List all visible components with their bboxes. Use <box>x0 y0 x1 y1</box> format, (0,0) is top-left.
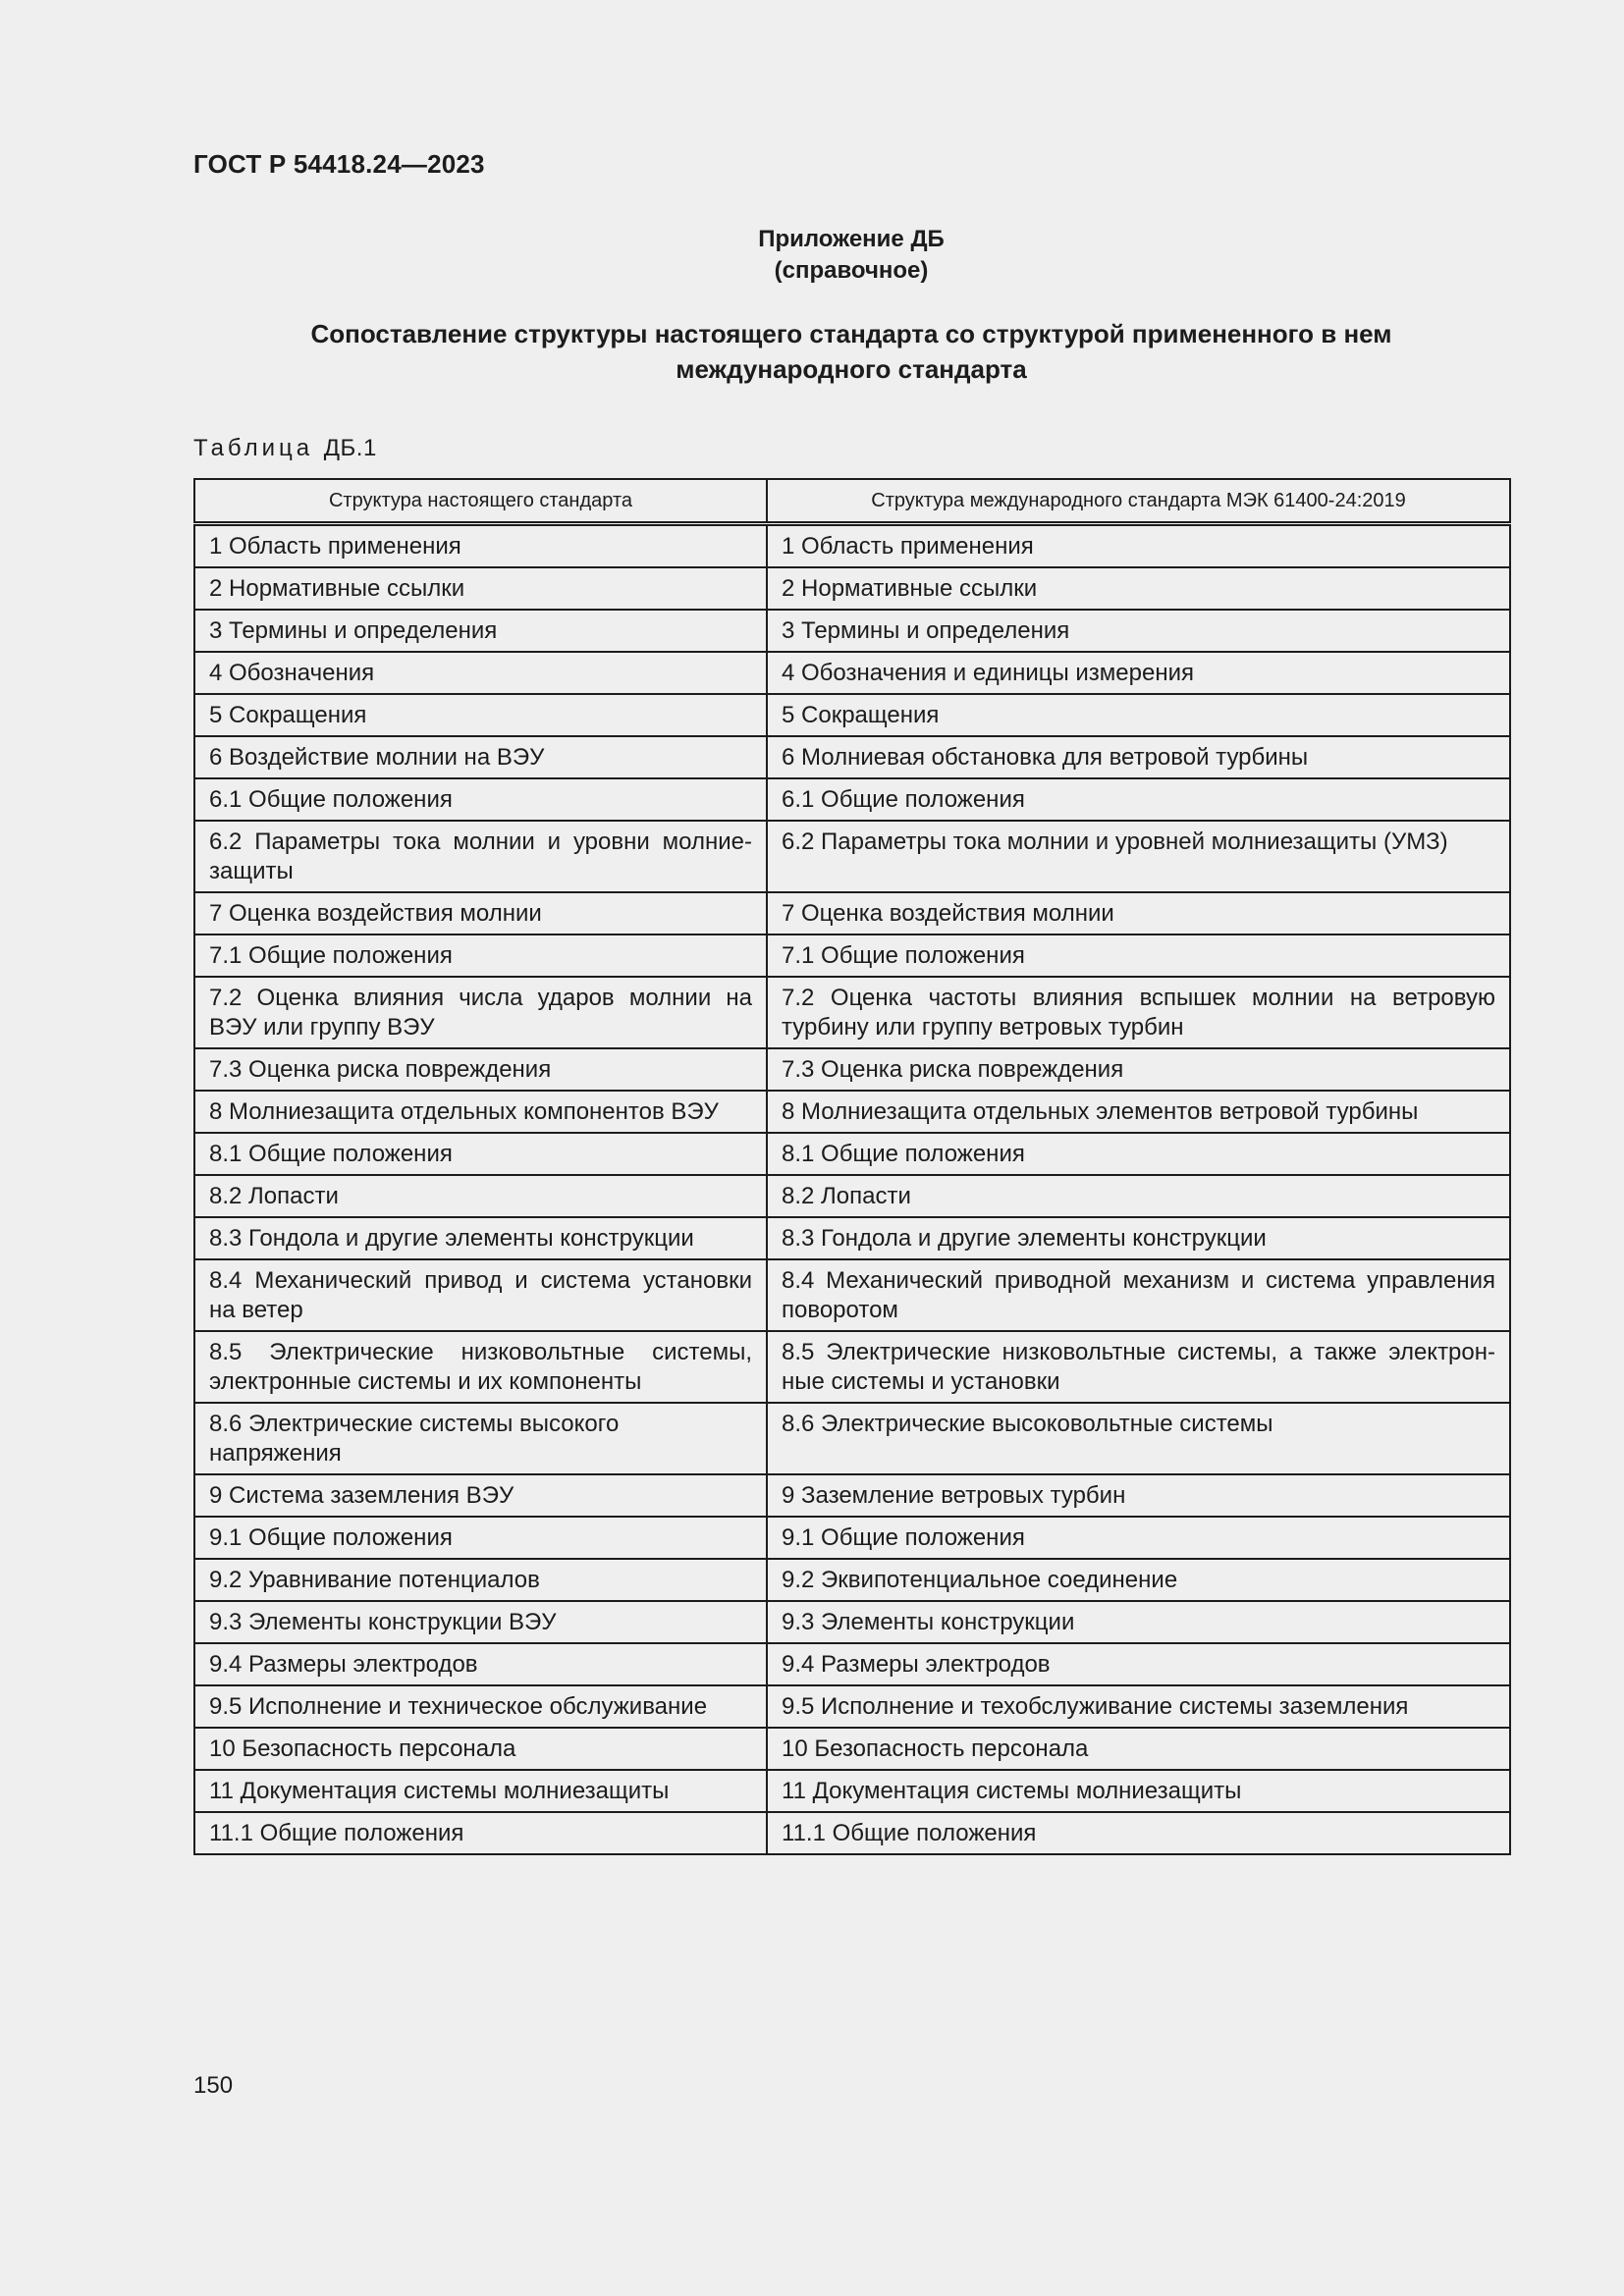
table-row <box>194 934 1510 977</box>
cell-national-structure: 8.6 Электрические системы высокого напряжения <box>194 1403 767 1474</box>
cell-national-structure: 9.2 Уравнивание потенциалов <box>194 1559 767 1601</box>
cell-national-structure: 8.2 Лопасти <box>194 1175 767 1217</box>
cell-national-structure: 9.5 Исполнение и техническое обслуживание <box>194 1685 767 1728</box>
cell-national-structure: 7.3 Оценка риска повреждения <box>194 1048 767 1091</box>
table-row <box>194 736 1510 778</box>
table-row <box>194 1403 1510 1474</box>
table-caption-number: ДБ.1 <box>323 435 377 461</box>
cell-international-structure: 10 Безопасность персонала <box>767 1728 1510 1770</box>
cell-international-structure: 7.3 Оценка риска повреждения <box>767 1048 1510 1091</box>
cell-international-structure: 8.3 Гондола и другие элементы конструкции <box>767 1217 1510 1259</box>
document-title-line-1: Сопоставление структуры настоящего стандарта со структурой примененного в нем <box>310 319 1392 348</box>
cell-international-structure: 11.1 Общие положения <box>767 1812 1510 1854</box>
cell-national-structure: 8 Молниезащита отдельных компонентов ВЭУ <box>194 1091 767 1133</box>
cell-national-structure: 1 Область применения <box>194 524 767 568</box>
comparison-table <box>193 478 1511 1855</box>
cell-national-structure: 9.3 Элементы конструкции ВЭУ <box>194 1601 767 1643</box>
column-header-international: Структура международного стандарта МЭК 61400-24:2019 <box>767 479 1510 524</box>
table-row <box>194 1259 1510 1331</box>
cell-international-structure: 7.1 Общие положения <box>767 934 1510 977</box>
table-row <box>194 1517 1510 1559</box>
table-row <box>194 1643 1510 1685</box>
table-row <box>194 821 1510 892</box>
cell-international-structure: 9.4 Размеры электродов <box>767 1643 1510 1685</box>
cell-national-structure: 8.4 Механический привод и система установки на ветер <box>194 1259 767 1331</box>
cell-international-structure: 6.1 Общие положения <box>767 778 1510 821</box>
cell-national-structure: 11 Документация системы молниезащиты <box>194 1770 767 1812</box>
cell-international-structure: 8.5 Электрические низковольтные системы, а также электрон-ные системы и установки <box>767 1331 1510 1403</box>
table-row <box>194 1331 1510 1403</box>
cell-national-structure: 6 Воздействие молнии на ВЭУ <box>194 736 767 778</box>
cell-national-structure: 11.1 Общие положения <box>194 1812 767 1854</box>
cell-national-structure: 7.1 Общие положения <box>194 934 767 977</box>
cell-international-structure: 6.2 Параметры тока молнии и уровней молниезащиты (УМЗ) <box>767 821 1510 892</box>
cell-international-structure: 7.2 Оценка частоты влияния вспышек молнии на ветровую турбину или группу ветровых турбин <box>767 977 1510 1048</box>
page-number: 150 <box>193 2072 234 2099</box>
cell-international-structure: 8 Молниезащита отдельных элементов ветровой турбины <box>767 1091 1510 1133</box>
cell-national-structure: 5 Сокращения <box>194 694 767 736</box>
cell-international-structure: 7 Оценка воздействия молнии <box>767 892 1510 934</box>
cell-international-structure: 4 Обозначения и единицы измерения <box>767 652 1510 694</box>
cell-international-structure: 8.4 Механический приводной механизм и система управления поворотом <box>767 1259 1510 1331</box>
table-row <box>194 567 1510 610</box>
cell-national-structure: 9.4 Размеры электродов <box>194 1643 767 1685</box>
table-row <box>194 1770 1510 1812</box>
cell-international-structure: 9.2 Эквипотенциальное соединение <box>767 1559 1510 1601</box>
cell-national-structure: 7.2 Оценка влияния числа ударов молнии на ВЭУ или группу ВЭУ <box>194 977 767 1048</box>
table-row <box>194 1091 1510 1133</box>
cell-international-structure: 2 Нормативные ссылки <box>767 567 1510 610</box>
table-row <box>194 1175 1510 1217</box>
cell-international-structure: 6 Молниевая обстановка для ветровой турбины <box>767 736 1510 778</box>
cell-international-structure: 5 Сокращения <box>767 694 1510 736</box>
cell-international-structure: 9 Заземление ветровых турбин <box>767 1474 1510 1517</box>
table-caption-word: Таблица <box>193 435 314 461</box>
cell-international-structure: 9.5 Исполнение и техобслуживание системы заземления <box>767 1685 1510 1728</box>
cell-international-structure: 8.6 Электрические высоковольтные системы <box>767 1403 1510 1474</box>
cell-international-structure: 1 Область применения <box>767 524 1510 568</box>
document-title-line-2: международного стандарта <box>676 354 1027 384</box>
appendix-heading <box>193 224 1509 287</box>
cell-national-structure: 4 Обозначения <box>194 652 767 694</box>
table-row <box>194 1728 1510 1770</box>
cell-national-structure: 8.3 Гондола и другие элементы конструкции <box>194 1217 767 1259</box>
cell-international-structure: 3 Термины и определения <box>767 610 1510 652</box>
table-caption <box>193 435 377 462</box>
cell-national-structure: 10 Безопасность персонала <box>194 1728 767 1770</box>
cell-national-structure: 2 Нормативные ссылки <box>194 567 767 610</box>
appendix-subtitle: (справочное) <box>774 257 929 284</box>
cell-national-structure: 9.1 Общие положения <box>194 1517 767 1559</box>
cell-international-structure: 11 Документация системы молниезащиты <box>767 1770 1510 1812</box>
table-row <box>194 1133 1510 1175</box>
cell-national-structure: 7 Оценка воздействия молнии <box>194 892 767 934</box>
table-row <box>194 1812 1510 1854</box>
cell-national-structure: 6.2 Параметры тока молнии и уровни молние-защиты <box>194 821 767 892</box>
table-row <box>194 1559 1510 1601</box>
cell-national-structure: 8.1 Общие положения <box>194 1133 767 1175</box>
cell-national-structure: 9 Система заземления ВЭУ <box>194 1474 767 1517</box>
table-row <box>194 892 1510 934</box>
cell-international-structure: 8.1 Общие положения <box>767 1133 1510 1175</box>
table-row <box>194 610 1510 652</box>
cell-international-structure: 9.1 Общие положения <box>767 1517 1510 1559</box>
table-row <box>194 694 1510 736</box>
table-row <box>194 524 1510 568</box>
cell-national-structure: 8.5 Электрические низковольтные системы, электронные системы и их компоненты <box>194 1331 767 1403</box>
table-row <box>194 778 1510 821</box>
table-row <box>194 1217 1510 1259</box>
cell-international-structure: 9.3 Элементы конструкции <box>767 1601 1510 1643</box>
cell-national-structure: 3 Термины и определения <box>194 610 767 652</box>
table-row <box>194 1601 1510 1643</box>
appendix-title: Приложение ДБ <box>758 226 945 252</box>
document-title <box>193 316 1509 387</box>
column-header-national: Структура настоящего стандарта <box>194 479 767 524</box>
table-row <box>194 652 1510 694</box>
cell-international-structure: 8.2 Лопасти <box>767 1175 1510 1217</box>
table-row <box>194 1685 1510 1728</box>
table-row <box>194 1048 1510 1091</box>
table-row <box>194 1474 1510 1517</box>
cell-national-structure: 6.1 Общие положения <box>194 778 767 821</box>
table-body <box>194 524 1510 1855</box>
document-id: ГОСТ Р 54418.24—2023 <box>193 149 485 179</box>
table-row <box>194 977 1510 1048</box>
table-header-row <box>194 479 1510 524</box>
